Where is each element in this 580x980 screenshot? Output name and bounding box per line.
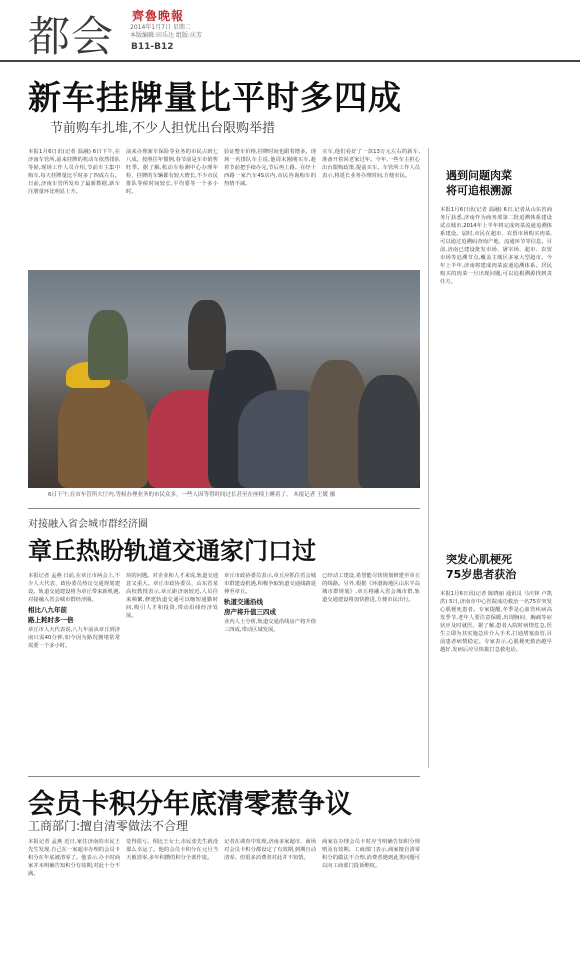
story2-column-3b-text: 业内人士分析,轨道交通沿线房产将升值三四成,带动区域发展。 (224, 619, 316, 633)
side1-body: 本报1月6日讯(记者 温融) 6日,记者从山东省商务厅获悉,济南作为商务部第二批追溯体系建设试点城市,2014年上半年将完成肉菜流通追溯体系建设。届时,市民在超市、农贸市场购买肉菜,可以通过追溯码查询产地、流通环节等信息。目前,济南已建设批发市场、屠宰场、超市、农贸市场等追溯节点,覆盖主城区多家大型超市。今年上半年,济南将建成肉菜流通追溯体系。居民购买的肉菜一旦出现问题,可以追根溯源找到责任方。 (440, 207, 552, 285)
section-divider (28, 508, 420, 509)
section-divider-2 (28, 776, 420, 777)
story3-column-1: 本报记者 孟燕 近日,家住济南的市民王先生发现,自己在一家超市办理的会员卡积分在年底被清零了。他表示,办卡时商家并未明确告知积分有效期,对此十分不满。 (28, 839, 120, 877)
side1-title-line-2: 将可追根溯源 (446, 184, 512, 197)
story3-subhead: 工商部门:擅自清零做法不合理 (28, 819, 189, 833)
issue-date: 2014年1月7日 星期二 (130, 24, 191, 31)
issue-editors: 本版编辑:田乐达 组版:庆芳 (130, 32, 202, 39)
column-rule (428, 148, 429, 768)
photo-caption: 6日下午,在市车管所大厅内,等候办理业务的市民众多。一些人因等得时间过长甚至在座椅上睡着了。 本报记者 王媛 摄 (48, 492, 336, 498)
story2-column-2: 块的问题。对企业和人才来说,轨道交通意义重大。章丘市政协委员、山东省某高校教授表示,章丘距济南较近,人员往来频繁,修建轨道交通可以缩短通勤时间,吸引人才和投资,带动沿线经济发展。 (126, 573, 218, 619)
story1-column-2: 前来办理新车保险等业务的市民占到七八成。按照往年惯例,春节前是车市销售旺季。据了解,机动车检测中心办理年检、挂牌的车辆都有较大增长,不少市民排队等候时间较长,平均要等一个多小时。 (126, 149, 218, 195)
story1-column-1: 本报1月6日讯(记者 温融) 6日下午,在济南车管所,前来挂牌的机动车依然排队等候,现场工作人员介绍,节前车主集中购车,每天挂牌量比平时多了四成左右。日前,济南车管所发布了最新数据,新车注册量环比明显上升。 (28, 149, 120, 195)
story2-column-1b-text: 章丘市人大代表说,八九年前从章丘到济南只需40分钟,如今因为路况拥堵常常需要一个多小时。 (28, 627, 120, 649)
story1-column-3: 验证整车价格,挂牌时间也跟着增多。现场一名排队车主说,他周末刚刚买车,趁着节前把手续办完,节后再上路。在经十西路一家汽车4S店内,市民咨询购车的热情不减。 (224, 149, 316, 187)
story2-column-3-text: 章丘市政协委员表示,章丘应抓住省会城市群建设机遇,积极争取轨道交通线路延伸至章丘。 (224, 573, 316, 595)
story1-subhead: 节前购车扎堆,不少人担忧出台限购举措 (50, 121, 276, 136)
story3-column-4: 商家在办理会员卡时应当明确告知积分规则及有效期。工商部门表示,商家擅自清零积分的做法不合理,消费者遇到此类问题可以向工商部门投诉维权。 (322, 839, 420, 869)
story2-column-1-text: 本报记者 孟燕 日前,在章丘市两会上,不少人大代表、政协委员热议交通规划建设。轨道交通建设将为章丘带来新机遇,对接融入省会城市群经济圈。 (28, 573, 120, 603)
story3-headline: 会员卡积分年底清零惹争议 (28, 789, 352, 820)
issue-info (130, 24, 260, 40)
story2-headline: 章丘热盼轨道交通家门口过 (28, 536, 316, 565)
story2-inline-head-1: 相比八九年前 (28, 606, 67, 614)
paper-logo: 齊魯晚報 (132, 9, 185, 23)
story2-column-1 (28, 572, 120, 768)
story2-inline-head-3: 轨道交通沿线 (224, 598, 263, 606)
side2-headline (446, 552, 516, 582)
side2-title-line-2: 75岁患者获治 (446, 568, 517, 581)
story2-inline-head-1b: 路上耗时多一倍 (28, 616, 74, 624)
side1-headline (446, 168, 512, 198)
story3-column-2: 觉得很亏。相比王女士,市民张先生就没那么幸运了。他的会员卡积分在元旦当天被清零,多年积攒的积分全部作废。 (126, 839, 218, 861)
story2-inline-head-3b: 房产将升值三四成 (224, 608, 276, 616)
story2-kicker: 对接融入省会城市群经济圈 (28, 519, 148, 530)
side2-title-line-1: 突发心肌梗死 (446, 553, 512, 566)
side1-title-line-1: 遇到问题肉菜 (446, 169, 512, 182)
story2-column-4: 已经动工建设,希望能尽快规划修建至章丘的线路。另外,根据《环渤海地区山东半岛城市群规划》,章丘将融入省会城市群,轨道交通建设将加快推进,方便市民出行。 (322, 573, 420, 603)
side2-body: 本报1月6日讯(记者 陈晓丽 通讯员 马庆林 卢凯洪) 5日,济南市中心医院成功救治一名75岁突发心肌梗死患者。专家提醒,冬季是心血管疾病高发季节,老年人要注意保暖,出现胸闷、胸痛等症状应及时就医。据了解,患者入院时病情危急,医生立即为其实施急诊介入手术,打通堵塞血管,目前患者病情稳定。专家表示,心肌梗死救治越早越好,发病后应尽快拨打急救电话。 (440, 591, 552, 653)
story2-column-3 (224, 572, 316, 768)
page-range: B11-B12 (131, 42, 174, 52)
masthead (0, 0, 580, 62)
story3-column-3: 记者在调查中发现,济南多家超市、商场对会员卡积分都设定了有效期,到期自动清零。但很多消费者对此并不知情。 (224, 839, 316, 861)
story1-column-4: 买车,他们看好了一款13万元左右的新车,准备开着回老家过年。今年,一些车主担心出台限购政策,提前买车。车管所工作人员表示,将延长业务办理时间,方便市民。 (322, 149, 420, 179)
news-photo (28, 270, 420, 488)
story1-headline: 新车挂牌量比平时多四成 (28, 78, 402, 117)
section-name: 都会 (28, 12, 115, 61)
